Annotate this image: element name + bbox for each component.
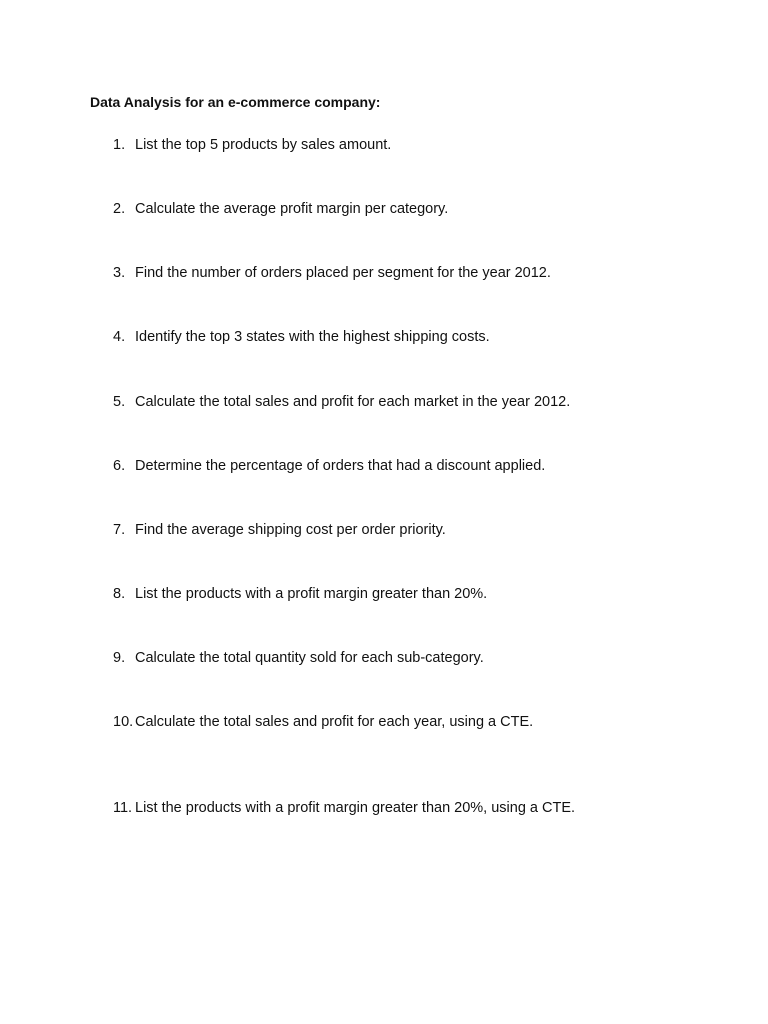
task-item-7 [113,521,446,539]
task-number: 4. [113,329,126,345]
task-text: Calculate the total quantity sold for each sub-category. [135,650,484,666]
task-item-10 [113,713,533,731]
task-text: Calculate the total sales and profit for each market in the year 2012. [135,394,571,410]
task-number: 1. [113,137,126,153]
task-number: 11. [113,800,133,816]
task-item-6 [113,457,545,475]
task-text: List the top 5 products by sales amount. [135,137,392,153]
task-number: 3. [113,265,126,281]
task-number: 2. [113,201,126,217]
task-number: 5. [113,394,126,410]
task-number: 6. [113,458,126,474]
task-item-3 [113,264,551,282]
task-item-11 [113,799,575,817]
task-text: Calculate the average profit margin per category. [135,201,449,217]
task-text: List the products with a profit margin greater than 20%, using a CTE. [135,800,576,816]
document-title: Data Analysis for an e-commerce company: [90,94,381,110]
task-number: 7. [113,522,126,538]
task-item-1 [113,136,391,154]
task-text: Find the number of orders placed per segment for the year 2012. [135,265,551,281]
task-text: List the products with a profit margin greater than 20%. [135,586,488,602]
task-item-2 [113,200,448,218]
task-item-4 [113,328,490,346]
task-text: Find the average shipping cost per order priority. [135,522,446,538]
task-number: 8. [113,586,126,602]
task-item-5 [113,393,570,411]
task-item-8 [113,585,487,603]
task-text: Calculate the total sales and profit for each year, using a CTE. [135,714,534,730]
task-number: 10. [113,714,134,730]
task-item-9 [113,649,484,667]
task-number: 9. [113,650,126,666]
task-text: Determine the percentage of orders that had a discount applied. [135,458,546,474]
task-text: Identify the top 3 states with the highest shipping costs. [135,329,490,345]
